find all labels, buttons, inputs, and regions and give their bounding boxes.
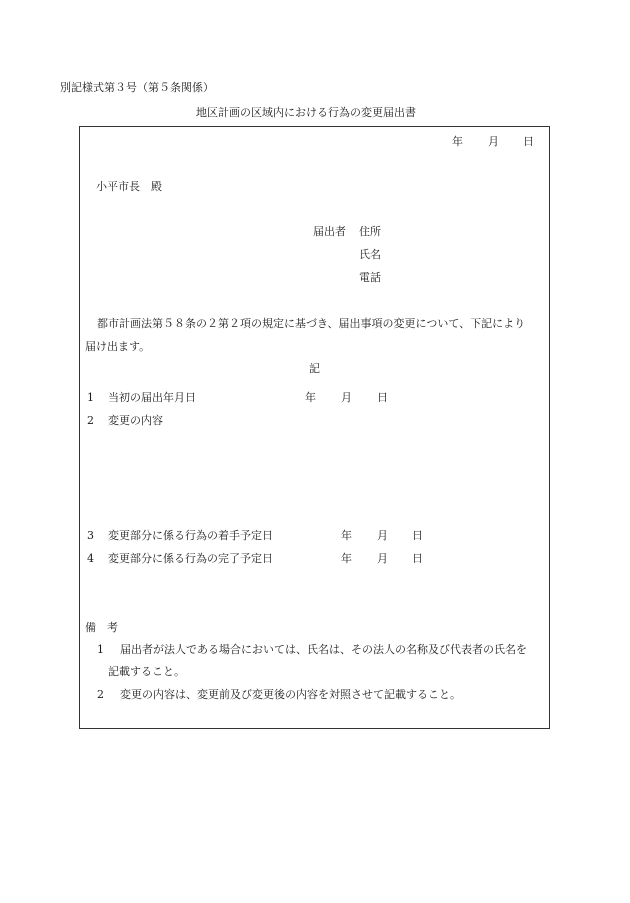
item-month: 月 xyxy=(377,552,388,565)
item-label: 変更部分に係る行為の着手予定日 xyxy=(108,529,273,542)
item-day: 日 xyxy=(412,552,423,565)
item-number: 4 xyxy=(87,552,94,565)
addressee: 小平市長 殿 xyxy=(96,180,162,193)
date-month: 月 xyxy=(488,135,499,148)
note-number: 1 xyxy=(97,643,104,656)
date-year: 年 xyxy=(452,135,463,148)
item-number: 1 xyxy=(87,391,94,404)
item-year: 年 xyxy=(341,529,352,542)
item-day: 日 xyxy=(377,391,388,404)
item-day: 日 xyxy=(412,529,423,542)
item-label: 当初の届出年月日 xyxy=(108,391,196,404)
item-year: 年 xyxy=(341,552,352,565)
item-label: 変更の内容 xyxy=(108,414,163,427)
address-label: 住所 xyxy=(359,225,381,238)
body-line-2: 届け出ます。 xyxy=(85,340,151,353)
date-day: 日 xyxy=(523,135,534,148)
item-label: 変更部分に係る行為の完了予定日 xyxy=(108,552,273,565)
item-number: 3 xyxy=(87,529,94,542)
note-1-line-1: 届出者が法人である場合においては、氏名は、その法人の名称及び代表者の氏名を xyxy=(120,643,527,656)
item-year: 年 xyxy=(305,391,316,404)
document-title: 地区計画の区域内における行為の変更届出書 xyxy=(196,106,416,119)
form-frame xyxy=(79,126,550,729)
notes-heading: 備 考 xyxy=(85,621,118,634)
ki-heading: 記 xyxy=(309,362,320,375)
note-1-line-2: 記載すること。 xyxy=(108,665,185,678)
form-number: 別記様式第３号（第５条関係） xyxy=(60,81,214,94)
body-line-1: 都市計画法第５８条の２第２項の規定に基づき、届出事項の変更について、下記により xyxy=(97,317,526,330)
item-number: 2 xyxy=(87,414,94,427)
phone-label: 電話 xyxy=(359,271,381,284)
note-2-text: 変更の内容は、変更前及び変更後の内容を対照させて記載すること。 xyxy=(120,688,461,701)
note-number: 2 xyxy=(97,688,104,701)
item-month: 月 xyxy=(341,391,352,404)
item-month: 月 xyxy=(377,529,388,542)
applicant-label: 届出者 xyxy=(313,225,346,238)
name-label: 氏名 xyxy=(359,248,381,261)
